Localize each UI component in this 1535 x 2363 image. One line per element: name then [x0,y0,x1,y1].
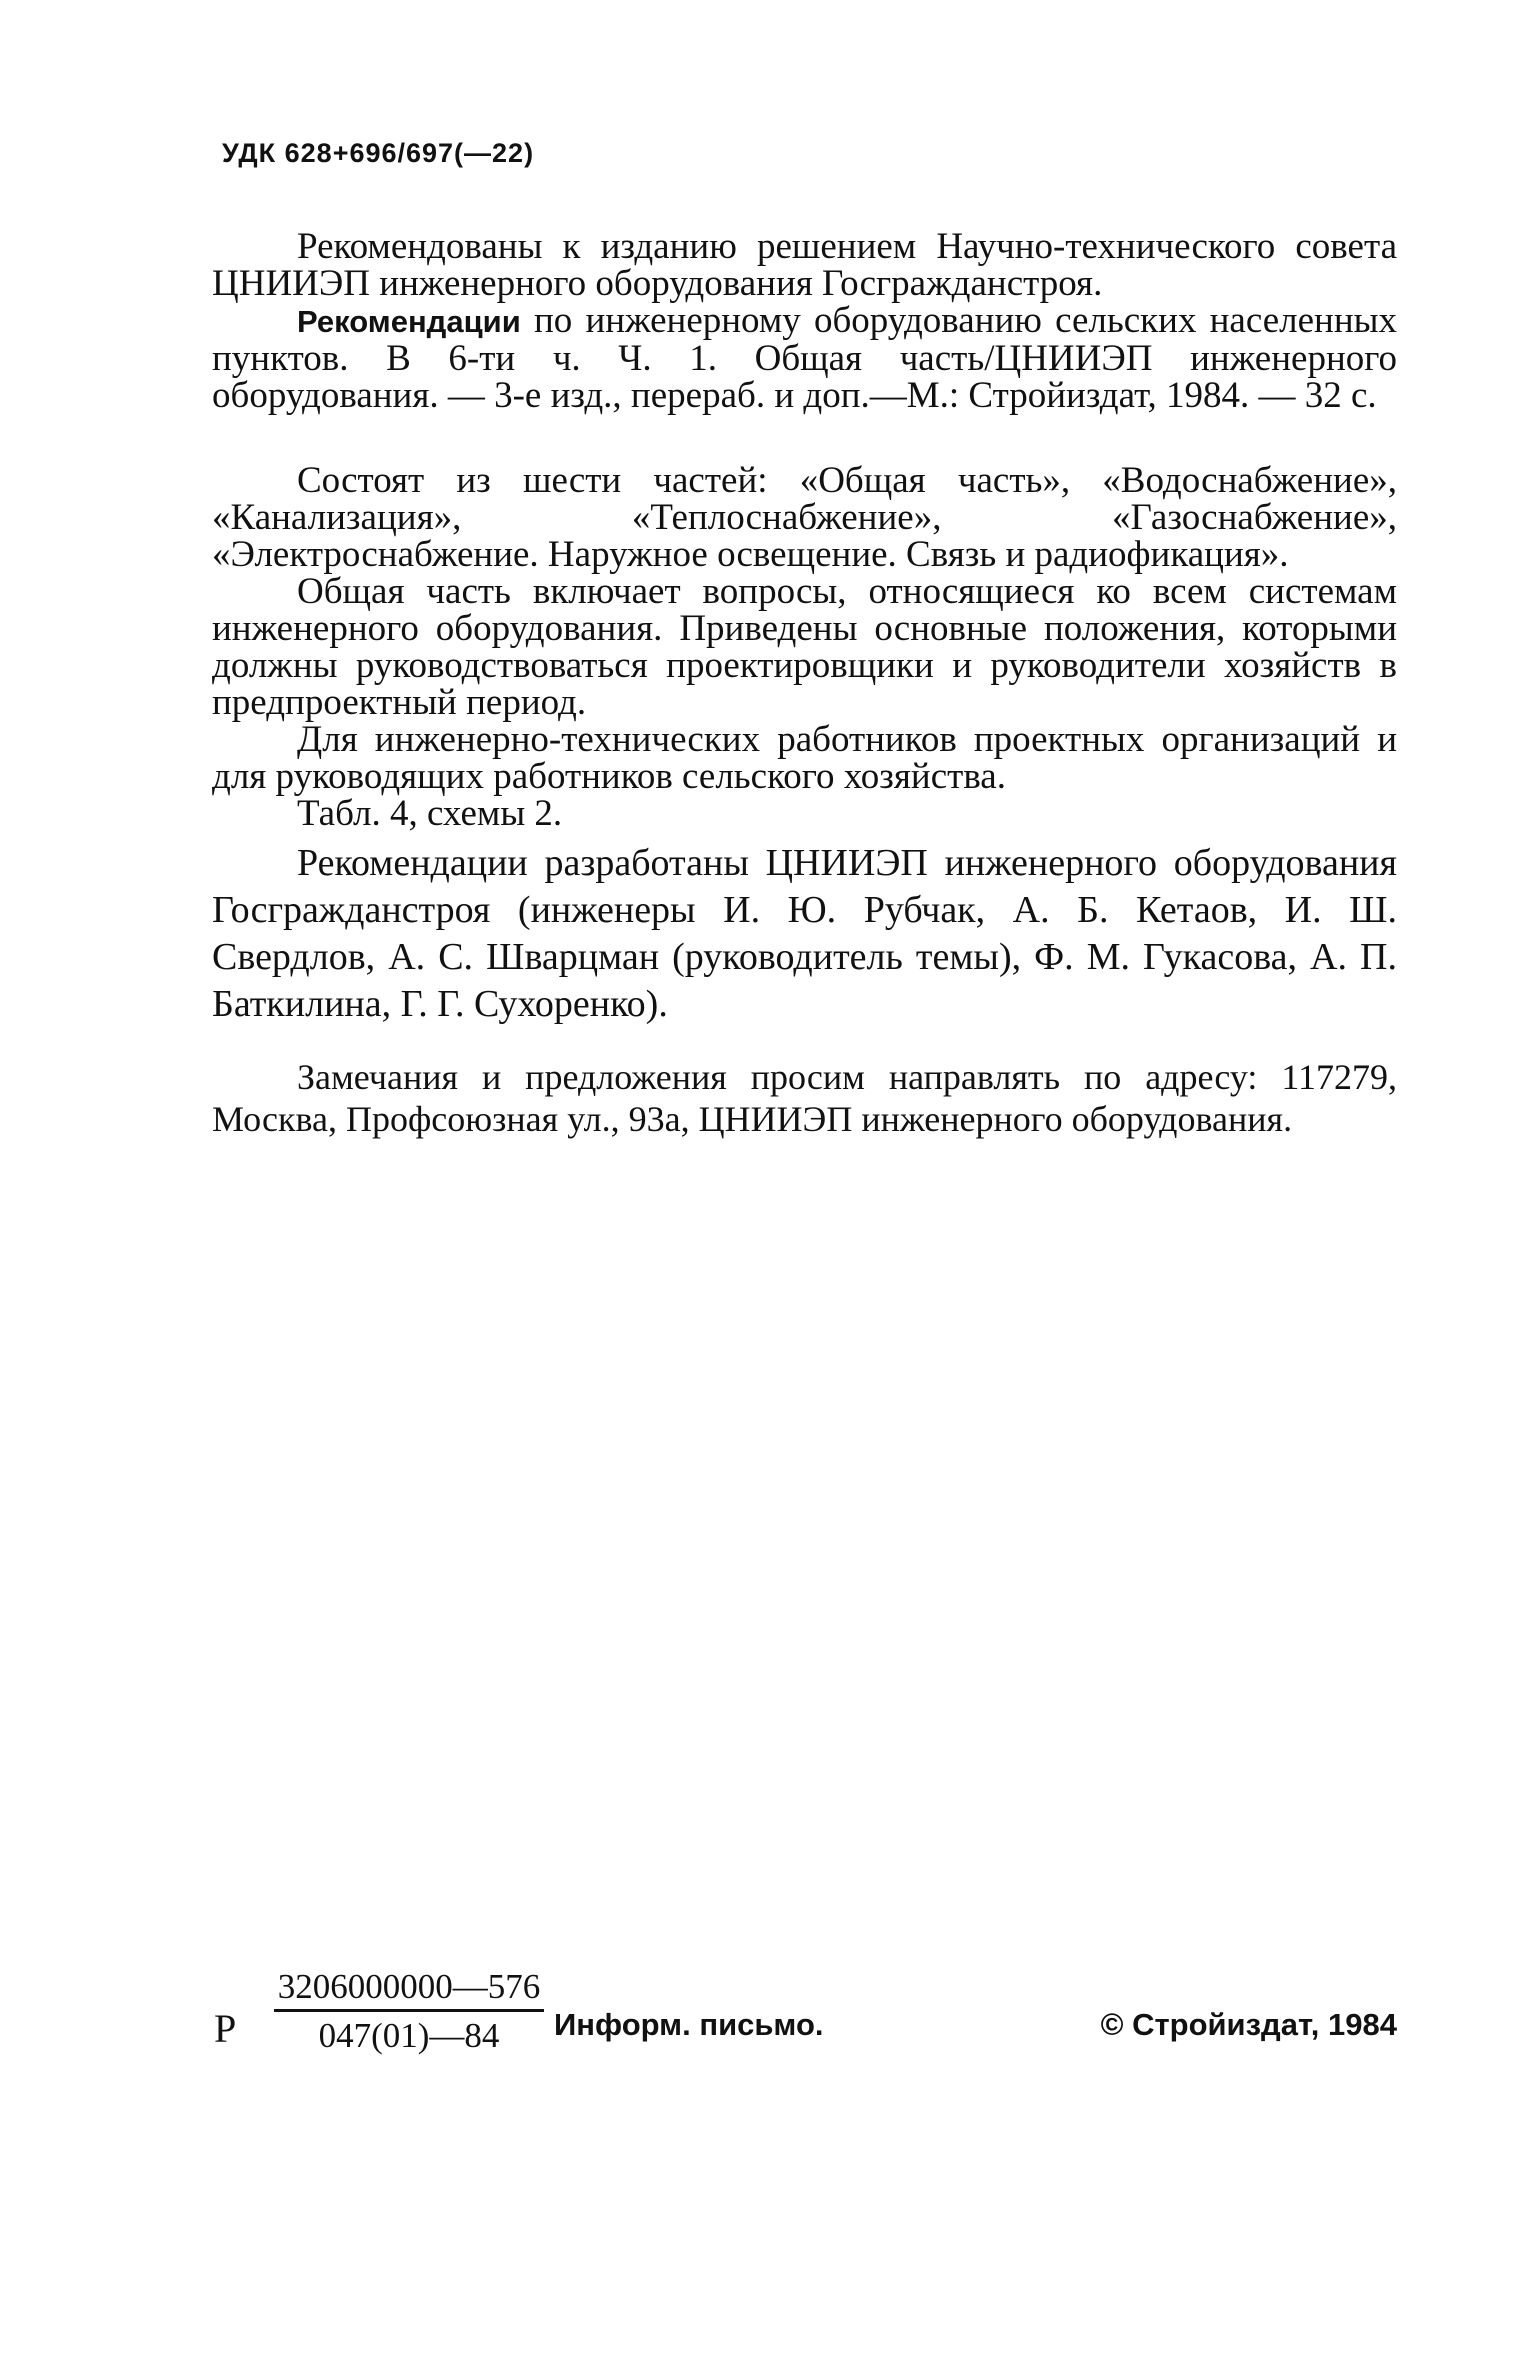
imprint-index-fraction [274,1965,544,2056]
approval-block [212,228,1397,414]
abstract-block [212,462,1397,832]
abstract-general: Общая часть включает вопросы, относящиеся ко всем системам инженерного оборудования. Приведены основные положения, которыми должны руководствоваться проектировщики и руководители хозяйств в предпроектный период. [212,571,1397,723]
abstract-parts: Состоят из шести частей: «Общая часть», «Водоснабжение», «Канализация», «Теплоснабжение», «Газоснабжение», «Электроснабжение. Наружное освещение. Связь и радиофикация». [212,460,1397,575]
abstract-tables: Табл. 4, схемы 2. [297,793,563,834]
inform-letter-label: Информ. письмо. [554,2007,824,2042]
authors-block [212,840,1397,1028]
udk-code: УДК 628+696/697(—22) [222,138,535,168]
index-denominator: 047(01)—84 [318,2016,500,2055]
bib-details: по инженерному оборудованию сельских населенных пунктов. В 6-ти ч. Ч. 1. Общая часть/ЦНИИЭП инженерного оборудования. — 3-е изд., перераб. и доп.—М.: Стройиздат, 1984. — 32 с. [212,300,1397,416]
copyright-notice: © Стройиздат, 1984 [1100,2007,1397,2042]
address-block [212,1056,1397,1140]
imprint [212,1965,1397,2075]
index-numerator: 3206000000—576 [277,1967,541,2006]
bibliographic-description [212,302,1397,414]
address-text: Замечания и предложения просим направлять по адресу: 117279, Москва, Профсоюзная ул., 93а, ЦНИИЭП инженерного оборудования. [212,1057,1397,1139]
abstract-audience: Для инженерно-технических работников проектных организаций и для руководящих работников сельского хозяйства. [212,719,1397,797]
imprint-letter: Р [214,2006,237,2051]
authors-text: Рекомендации разработаны ЦНИИЭП инженерного оборудования Госгражданстроя (инженеры И. Ю. Рубчак, А. Б. Кетаов, И. Ш. Свердлов, А. С. Шварцман (руководитель темы), Ф. М. Гукасова, А. П. Баткилина, Г. Г. Сухоренко). [212,842,1397,1025]
approval-statement: Рекомендованы к изданию решением Научно-технического совета ЦНИИЭП инженерного оборудования Госгражданстроя. [212,226,1397,304]
bib-title-bold: Рекомендации [297,304,521,339]
